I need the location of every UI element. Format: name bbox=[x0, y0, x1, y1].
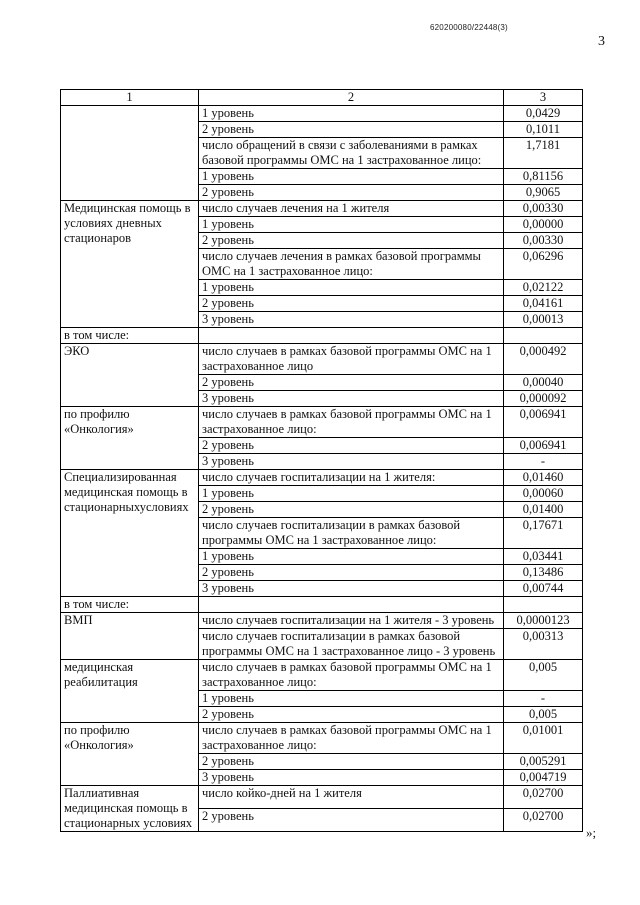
row-indicator-cell: число случаев госпитализации на 1 жителя - 3 уровень bbox=[199, 613, 504, 629]
row-value-cell: 0,00330 bbox=[504, 233, 583, 249]
indicators-table bbox=[60, 89, 583, 832]
row-value-cell: 0,005291 bbox=[504, 754, 583, 770]
row-value-cell: 0,0429 bbox=[504, 106, 583, 122]
row-value-cell: 0,00013 bbox=[504, 312, 583, 328]
table-row bbox=[61, 786, 583, 809]
row-indicator-cell: число случаев лечения в рамках базовой программы ОМС на 1 застрахованное лицо: bbox=[199, 249, 504, 280]
row-value-cell: 0,00060 bbox=[504, 486, 583, 502]
row-indicator-cell: число случаев лечения на 1 жителя bbox=[199, 201, 504, 217]
row-indicator-cell: 2 уровень bbox=[199, 296, 504, 312]
row-indicator-cell: 2 уровень bbox=[199, 375, 504, 391]
row-value-cell: 0,06296 bbox=[504, 249, 583, 280]
row-value-cell: 0,00313 bbox=[504, 629, 583, 660]
row-value-cell: 0,00744 bbox=[504, 581, 583, 597]
row-category-cell: Паллиативная медицинская помощь в стационарных условиях bbox=[61, 786, 199, 832]
row-indicator-cell: 1 уровень bbox=[199, 169, 504, 185]
row-value-cell: 0,81156 bbox=[504, 169, 583, 185]
row-indicator-cell: число случаев госпитализации в рамках базовой программы ОМС на 1 застрахованное лицо - 3 уровень bbox=[199, 629, 504, 660]
row-value-cell: 0,17671 bbox=[504, 518, 583, 549]
row-value-cell: 0,01001 bbox=[504, 723, 583, 754]
row-category-cell: по профилю «Онкология» bbox=[61, 723, 199, 786]
row-category-cell: медицинская реабилитация bbox=[61, 660, 199, 723]
row-indicator-cell: число случаев в рамках базовой программы ОМС на 1 застрахованное лицо: bbox=[199, 723, 504, 754]
row-indicator-cell: 2 уровень bbox=[199, 438, 504, 454]
row-category-cell: в том числе: bbox=[61, 328, 199, 344]
row-value-cell bbox=[504, 597, 583, 613]
row-indicator-cell: число случаев в рамках базовой программы ОМС на 1 застрахованное лицо bbox=[199, 344, 504, 375]
row-indicator-cell: 2 уровень bbox=[199, 233, 504, 249]
column-header-1: 1 bbox=[61, 90, 199, 106]
row-value-cell: 0,005 bbox=[504, 707, 583, 723]
row-value-cell: 0,006941 bbox=[504, 407, 583, 438]
row-category-cell: ВМП bbox=[61, 613, 199, 660]
table-row bbox=[61, 344, 583, 375]
row-indicator-cell bbox=[199, 328, 504, 344]
table-row bbox=[61, 106, 583, 122]
table-header-row bbox=[61, 90, 583, 106]
row-indicator-cell: 1 уровень bbox=[199, 106, 504, 122]
row-indicator-cell: 2 уровень bbox=[199, 707, 504, 723]
row-indicator-cell: 3 уровень bbox=[199, 770, 504, 786]
row-indicator-cell: 2 уровень bbox=[199, 754, 504, 770]
row-value-cell: 0,00040 bbox=[504, 375, 583, 391]
row-indicator-cell: число случаев в рамках базовой программы ОМС на 1 застрахованное лицо: bbox=[199, 407, 504, 438]
table-row bbox=[61, 613, 583, 629]
row-indicator-cell: 1 уровень bbox=[199, 549, 504, 565]
row-indicator-cell: 1 уровень bbox=[199, 217, 504, 233]
row-category-cell: ЭКО bbox=[61, 344, 199, 407]
row-value-cell: 0,01460 bbox=[504, 470, 583, 486]
table-row bbox=[61, 328, 583, 344]
row-category-cell: Медицинская помощь в условиях дневных стационаров bbox=[61, 201, 199, 328]
row-category-cell bbox=[61, 106, 199, 201]
row-value-cell: 1,7181 bbox=[504, 138, 583, 169]
row-indicator-cell: 2 уровень bbox=[199, 122, 504, 138]
row-value-cell: 0,9065 bbox=[504, 185, 583, 201]
row-indicator-cell: 3 уровень bbox=[199, 581, 504, 597]
table-row bbox=[61, 201, 583, 217]
row-indicator-cell: 3 уровень bbox=[199, 391, 504, 407]
row-indicator-cell: 2 уровень bbox=[199, 502, 504, 518]
row-value-cell: 0,00000 bbox=[504, 217, 583, 233]
row-value-cell: 0,00330 bbox=[504, 201, 583, 217]
row-value-cell: - bbox=[504, 691, 583, 707]
row-value-cell: 0,005 bbox=[504, 660, 583, 691]
table-row bbox=[61, 407, 583, 438]
row-indicator-cell: 1 уровень bbox=[199, 486, 504, 502]
row-indicator-cell: число обращений в связи с заболеваниями в рамках базовой программы ОМС на 1 застрахованное лицо: bbox=[199, 138, 504, 169]
row-indicator-cell: 1 уровень bbox=[199, 280, 504, 296]
row-category-cell: по профилю «Онкология» bbox=[61, 407, 199, 470]
page-number: 3 bbox=[598, 34, 605, 49]
row-value-cell: 0,04161 bbox=[504, 296, 583, 312]
row-indicator-cell: 1 уровень bbox=[199, 691, 504, 707]
row-value-cell: 0,000092 bbox=[504, 391, 583, 407]
row-value-cell: 0,02700 bbox=[504, 786, 583, 809]
closing-quote-mark: »; bbox=[586, 825, 597, 840]
row-value-cell: 0,02122 bbox=[504, 280, 583, 296]
table-row bbox=[61, 660, 583, 691]
column-header-2: 2 bbox=[199, 90, 504, 106]
column-header-3: 3 bbox=[504, 90, 583, 106]
row-value-cell: 0,13486 bbox=[504, 565, 583, 581]
row-value-cell: 0,03441 bbox=[504, 549, 583, 565]
row-indicator-cell: число случаев в рамках базовой программы ОМС на 1 застрахованное лицо: bbox=[199, 660, 504, 691]
row-category-cell: в том числе: bbox=[61, 597, 199, 613]
row-indicator-cell: 3 уровень bbox=[199, 454, 504, 470]
row-indicator-cell: число случаев госпитализации на 1 жителя: bbox=[199, 470, 504, 486]
row-value-cell: 0,0000123 bbox=[504, 613, 583, 629]
row-value-cell: 0,01400 bbox=[504, 502, 583, 518]
row-value-cell: 0,000492 bbox=[504, 344, 583, 375]
row-value-cell: 0,006941 bbox=[504, 438, 583, 454]
row-value-cell bbox=[504, 328, 583, 344]
row-indicator-cell: число случаев госпитализации в рамках базовой программы ОМС на 1 застрахованное лицо: bbox=[199, 518, 504, 549]
table-body bbox=[61, 106, 583, 832]
document-code: 620200080/22448(3) bbox=[430, 23, 508, 32]
row-indicator-cell: 2 уровень bbox=[199, 809, 504, 832]
table-row bbox=[61, 470, 583, 486]
table-row bbox=[61, 723, 583, 754]
row-indicator-cell: 2 уровень bbox=[199, 565, 504, 581]
row-indicator-cell: 2 уровень bbox=[199, 185, 504, 201]
row-value-cell: 0,02700 bbox=[504, 809, 583, 832]
row-indicator-cell: 3 уровень bbox=[199, 312, 504, 328]
row-value-cell: 0,1011 bbox=[504, 122, 583, 138]
row-indicator-cell bbox=[199, 597, 504, 613]
row-value-cell: 0,004719 bbox=[504, 770, 583, 786]
table-row bbox=[61, 597, 583, 613]
row-category-cell: Специализированная медицинская помощь в стационарныхусловиях bbox=[61, 470, 199, 597]
row-value-cell: - bbox=[504, 454, 583, 470]
row-indicator-cell: число койко-дней на 1 жителя bbox=[199, 786, 504, 809]
